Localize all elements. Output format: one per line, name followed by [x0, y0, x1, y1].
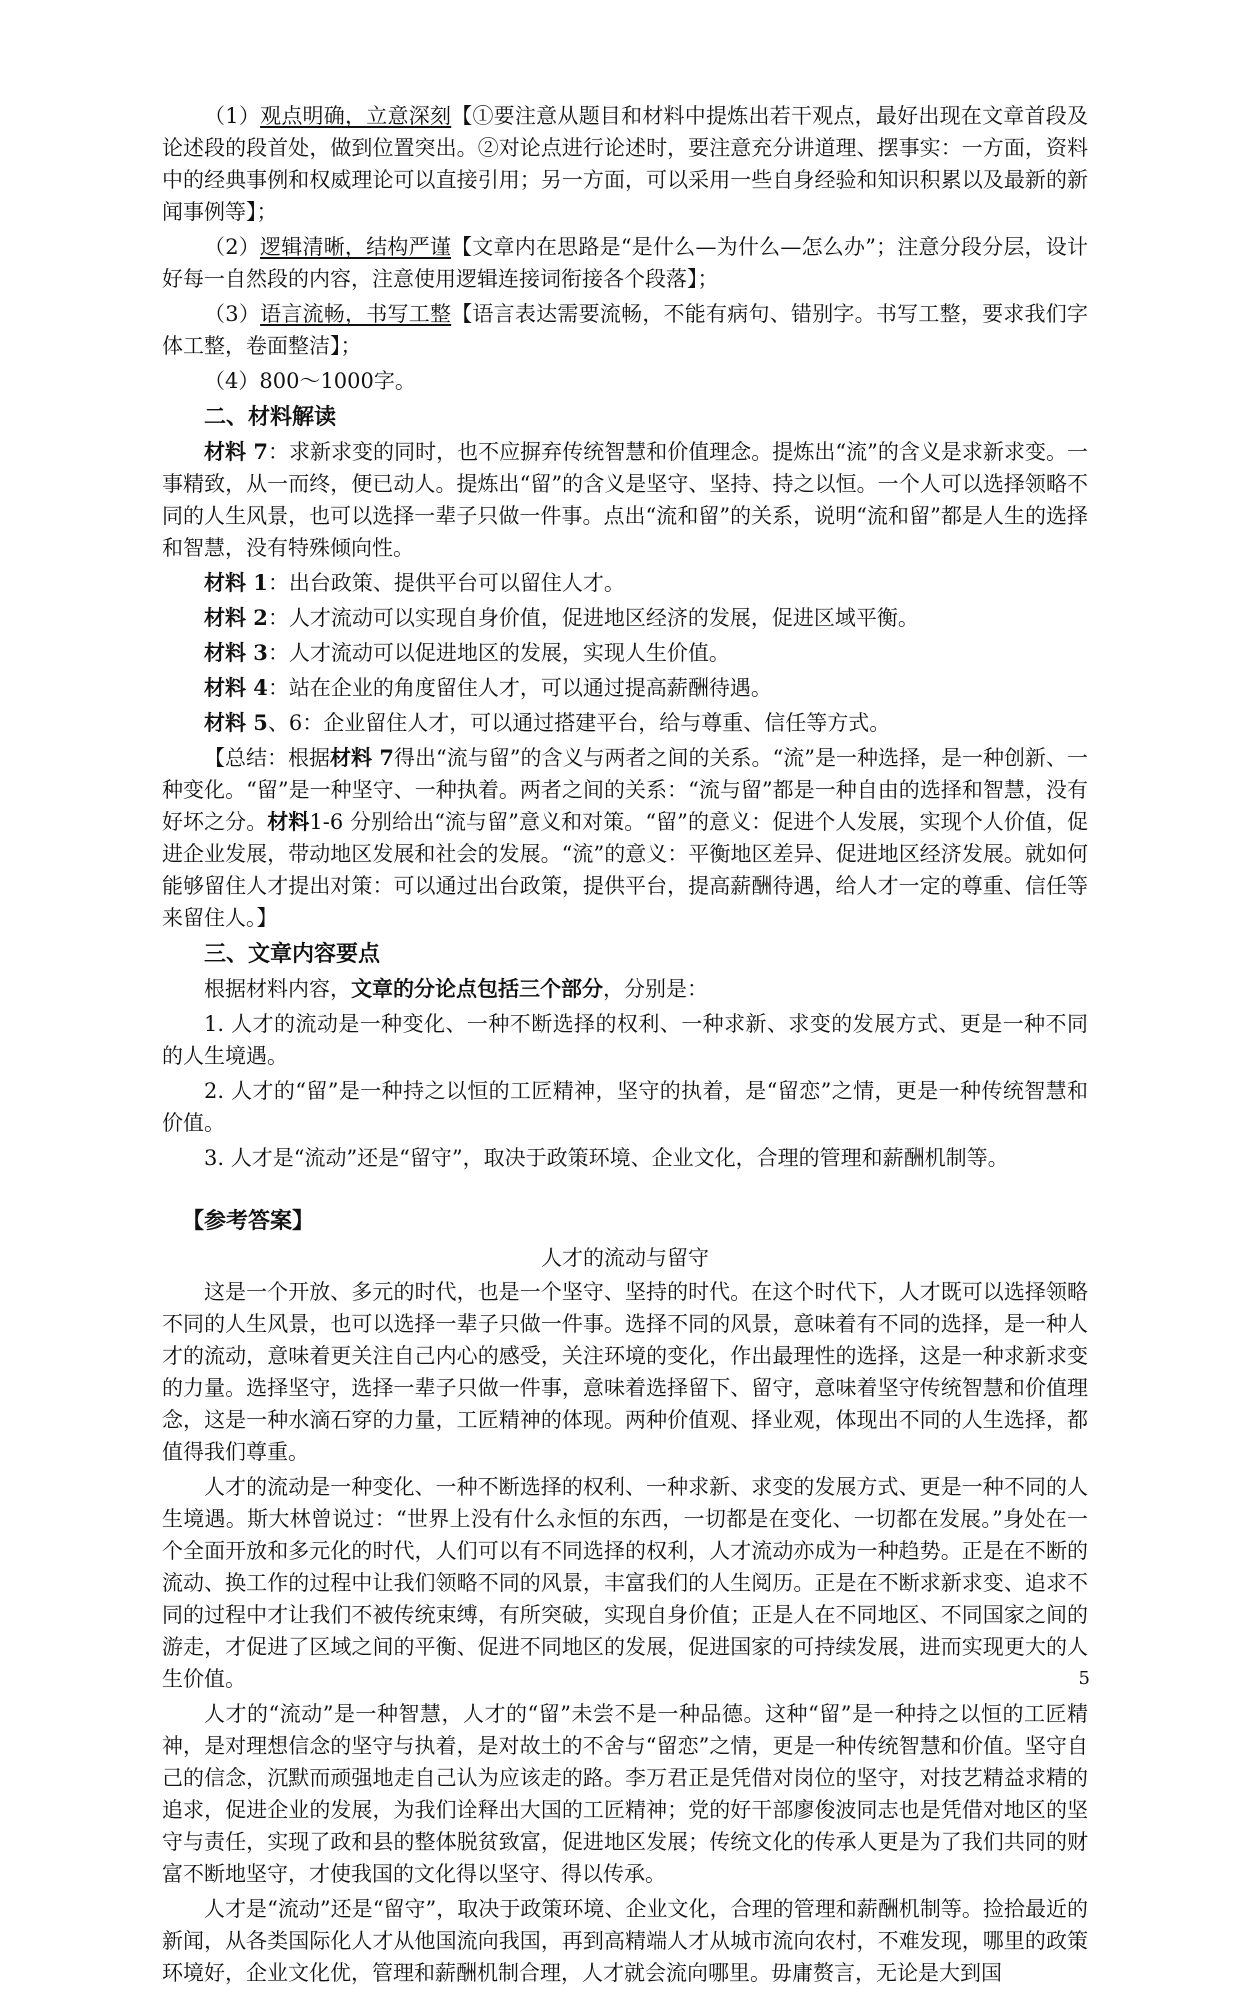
key-point-3: 3. 人才是“流动”还是“留守”，取决于政策环境、企业文化，合理的管理和薪酬机制等。: [204, 1146, 1009, 1170]
material-7-label: 材料 7: [204, 439, 268, 464]
requirement-1-title: 观点明确，立意深刻: [260, 104, 452, 128]
requirement-1: [162, 100, 1088, 228]
requirement-2-title: 逻辑清晰，结构严谨: [260, 235, 452, 259]
material-3: [162, 637, 1088, 669]
essay-paragraph-2: 人才的流动是一种变化、一种不断选择的权利、一种求新、求变的发展方式、更是一种不同的人生境遇。斯大林曾说过：“世界上没有什么永恒的东西，一切都是在变化、一切都在发展。”身处在一个全面开放和多元化的时代，人们可以有不同选择的权利，人才流动亦成为一种趋势。正是在不断的流动、换工作的过程中让我们领略不同的风景，丰富我们的人生阅历。正是在不断求新求变、追求不同的过程中才让我们不被传统束缚，有所突破，实现自身价值；正是人在不同地区、不同国家之间的游走，才促进了区域之间的平衡、促进不同地区的发展，促进国家的可持续发展，进而实现更大的人生价值。: [162, 1475, 1088, 1691]
material-5-6-text: 、6：企业留住人才，可以通过搭建平台，给与尊重、信任等方式。: [267, 711, 891, 735]
material-summary: [162, 742, 1088, 934]
material-3-label: 材料 3: [204, 640, 268, 665]
summary-part-a: 【总结：根据: [204, 746, 331, 770]
summary-part-c: 得出“流与留”的含义与两者之间的关系。“流”是一种选择，是一种创新、一种变化。“留”是一种坚守、一种执着。两者之间的关系：“流与留”都是一种自由的选择和智慧，没有好坏之分。: [162, 746, 1088, 834]
material-1: [162, 567, 1088, 599]
requirement-3-title: 语言流畅，书写工整: [260, 302, 452, 326]
key-points-intro-a: 根据材料内容，: [204, 977, 351, 1001]
requirement-4: （4）800～1000字。: [204, 369, 416, 393]
material-2-label: 材料 2: [204, 605, 268, 630]
essay-paragraph-3: 人才的“流动”是一种智慧，人才的“留”未尝不是一种品德。这种“留”是一种持之以恒的工匠精神，是对理想信念的坚守与执着，是对故土的不舍与“留恋”之情，更是一种传统智慧和价值。坚守自己的信念，沉默而顽强地走自己认为应该走的路。李万君正是凭借对岗位的坚守，对技艺精益求精的追求，促进企业的发展，为我们诠释出大国的工匠精神；党的好干部廖俊波同志也是凭借对地区的坚守与责任，实现了政和县的整体脱贫致富，促进地区发展；传统文化的传承人更是为了我们共同的财富不断地坚守，才使我国的文化得以坚守、得以传承。: [162, 1702, 1088, 1886]
key-point-1: 1. 人才的流动是一种变化、一种不断选择的权利、一种求新、求变的发展方式、更是一种不同的人生境遇。: [162, 1012, 1088, 1068]
document-page: [162, 100, 1088, 1992]
key-points-intro-b: 文章的分论点包括三个部分: [351, 976, 603, 1001]
material-1-label: 材料 1: [204, 570, 268, 595]
material-4: [162, 672, 1088, 704]
essay-paragraph-1: 这是一个开放、多元的时代，也是一个坚守、坚持的时代。在这个时代下，人才既可以选择领略不同的人生风景，也可以选择一辈子只做一件事。选择不同的风景，意味着有不同的选择，是一种人才的流动，意味着更关注自己内心的感受，关注环境的变化，作出最理性的选择，这是一种求新求变的力量。选择坚守，选择一辈子只做一件事，意味着选择留下、留守，意味着坚守传统智慧和价值理念，这是一种水滴石穿的力量，工匠精神的体现。两种价值观、择业观，体现出不同的人生选择，都值得我们尊重。: [162, 1280, 1088, 1464]
key-points-intro: [162, 973, 1088, 1005]
key-point-2: 2. 人才的“留”是一种持之以恒的工匠精神，坚守的执着，是“留恋”之情，更是一种传统智慧和价值。: [162, 1079, 1088, 1135]
material-4-label: 材料 4: [204, 675, 268, 700]
summary-part-b: 材料 7: [330, 745, 394, 770]
material-2: [162, 602, 1088, 634]
requirement-3-num: （3）: [204, 302, 261, 326]
summary-part-e: 1-6 分别给出“流与留”意义和对策。“留”的意义：促进个人发展，实现个人价值，促进企业发展，带动地区发展和社会的发展。“流”的意义：平衡地区差异、促进地区经济发展。就如何能够留住人才提出对策：可以通过出台政策，提供平台，提高薪酬待遇，给人才一定的尊重、信任等来留住人。】: [162, 810, 1089, 930]
essay-title: 人才的流动与留守: [541, 1246, 709, 1270]
material-7-text: ：求新求变的同时，也不应摒弃传统智慧和价值理念。提炼出“流”的含义是求新求变。一事精致，从一而终，便已动人。提炼出“留”的含义是坚守、坚持、持之以恒。一个人可以选择领略不同的人生风景，也可以选择一辈子只做一件事。点出“流和留”的关系，说明“流和留”都是人生的选择和智慧，没有特殊倾向性。: [162, 440, 1088, 560]
key-points-intro-c: ，分别是：: [603, 977, 708, 1001]
material-2-text: ：人才流动可以实现自身价值，促进地区经济的发展，促进区域平衡。: [267, 606, 919, 630]
requirement-2-num: （2）: [204, 235, 261, 259]
requirement-2-body: 【文章内在思路是“是什么—为什么—怎么办”；注意分段分层，设计好每一自然段的内容，注意使用逻辑连接词衔接各个段落】；: [162, 235, 1088, 291]
material-7: [162, 436, 1088, 564]
requirement-3: [162, 298, 1088, 362]
material-5-6: [162, 707, 1088, 739]
material-3-text: ：人才流动可以促进地区的发展，实现人生价值。: [267, 641, 730, 665]
material-4-text: ：站在企业的角度留住人才，可以通过提高薪酬待遇。: [267, 676, 772, 700]
page-number: 5: [1078, 1668, 1090, 1689]
requirement-1-num: （1）: [204, 104, 261, 128]
section-heading-material: 二、材料解读: [204, 404, 337, 430]
requirement-3-body: 【语言表达需要流畅，不能有病句、错别字。书写工整，要求我们字体工整，卷面整洁】；: [162, 302, 1089, 358]
requirement-2: [162, 231, 1088, 295]
summary-part-d: 材料: [267, 809, 310, 834]
section-heading-key-points: 三、文章内容要点: [204, 941, 381, 967]
reference-answer-heading: 【参考答案】: [182, 1208, 315, 1234]
material-1-text: ：出台政策、提供平台可以留住人才。: [267, 571, 625, 595]
material-5-label: 材料 5: [204, 710, 268, 735]
requirement-1-body: 【①要注意从题目和材料中提炼出若干观点，最好出现在文章首段及论述段的段首处，做到位置突出。②对论点进行论述时，要注意充分讲道理、摆事实：一方面，资料中的经典事例和权威理论可以直接引用；另一方面，可以采用一些自身经验和知识积累以及最新的新闻事例等】；: [162, 104, 1089, 224]
essay-paragraph-4: 人才是“流动”还是“留守”，取决于政策环境、企业文化，合理的管理和薪酬机制等。捡拾最近的新闻，从各类国际化人才从他国流向我国，再到高精端人才从城市流向农村，不难发现，哪里的政策环境好，企业文化优，管理和薪酬机制合理，人才就会流向哪里。毋庸赘言，无论是大到国: [162, 1897, 1088, 1985]
